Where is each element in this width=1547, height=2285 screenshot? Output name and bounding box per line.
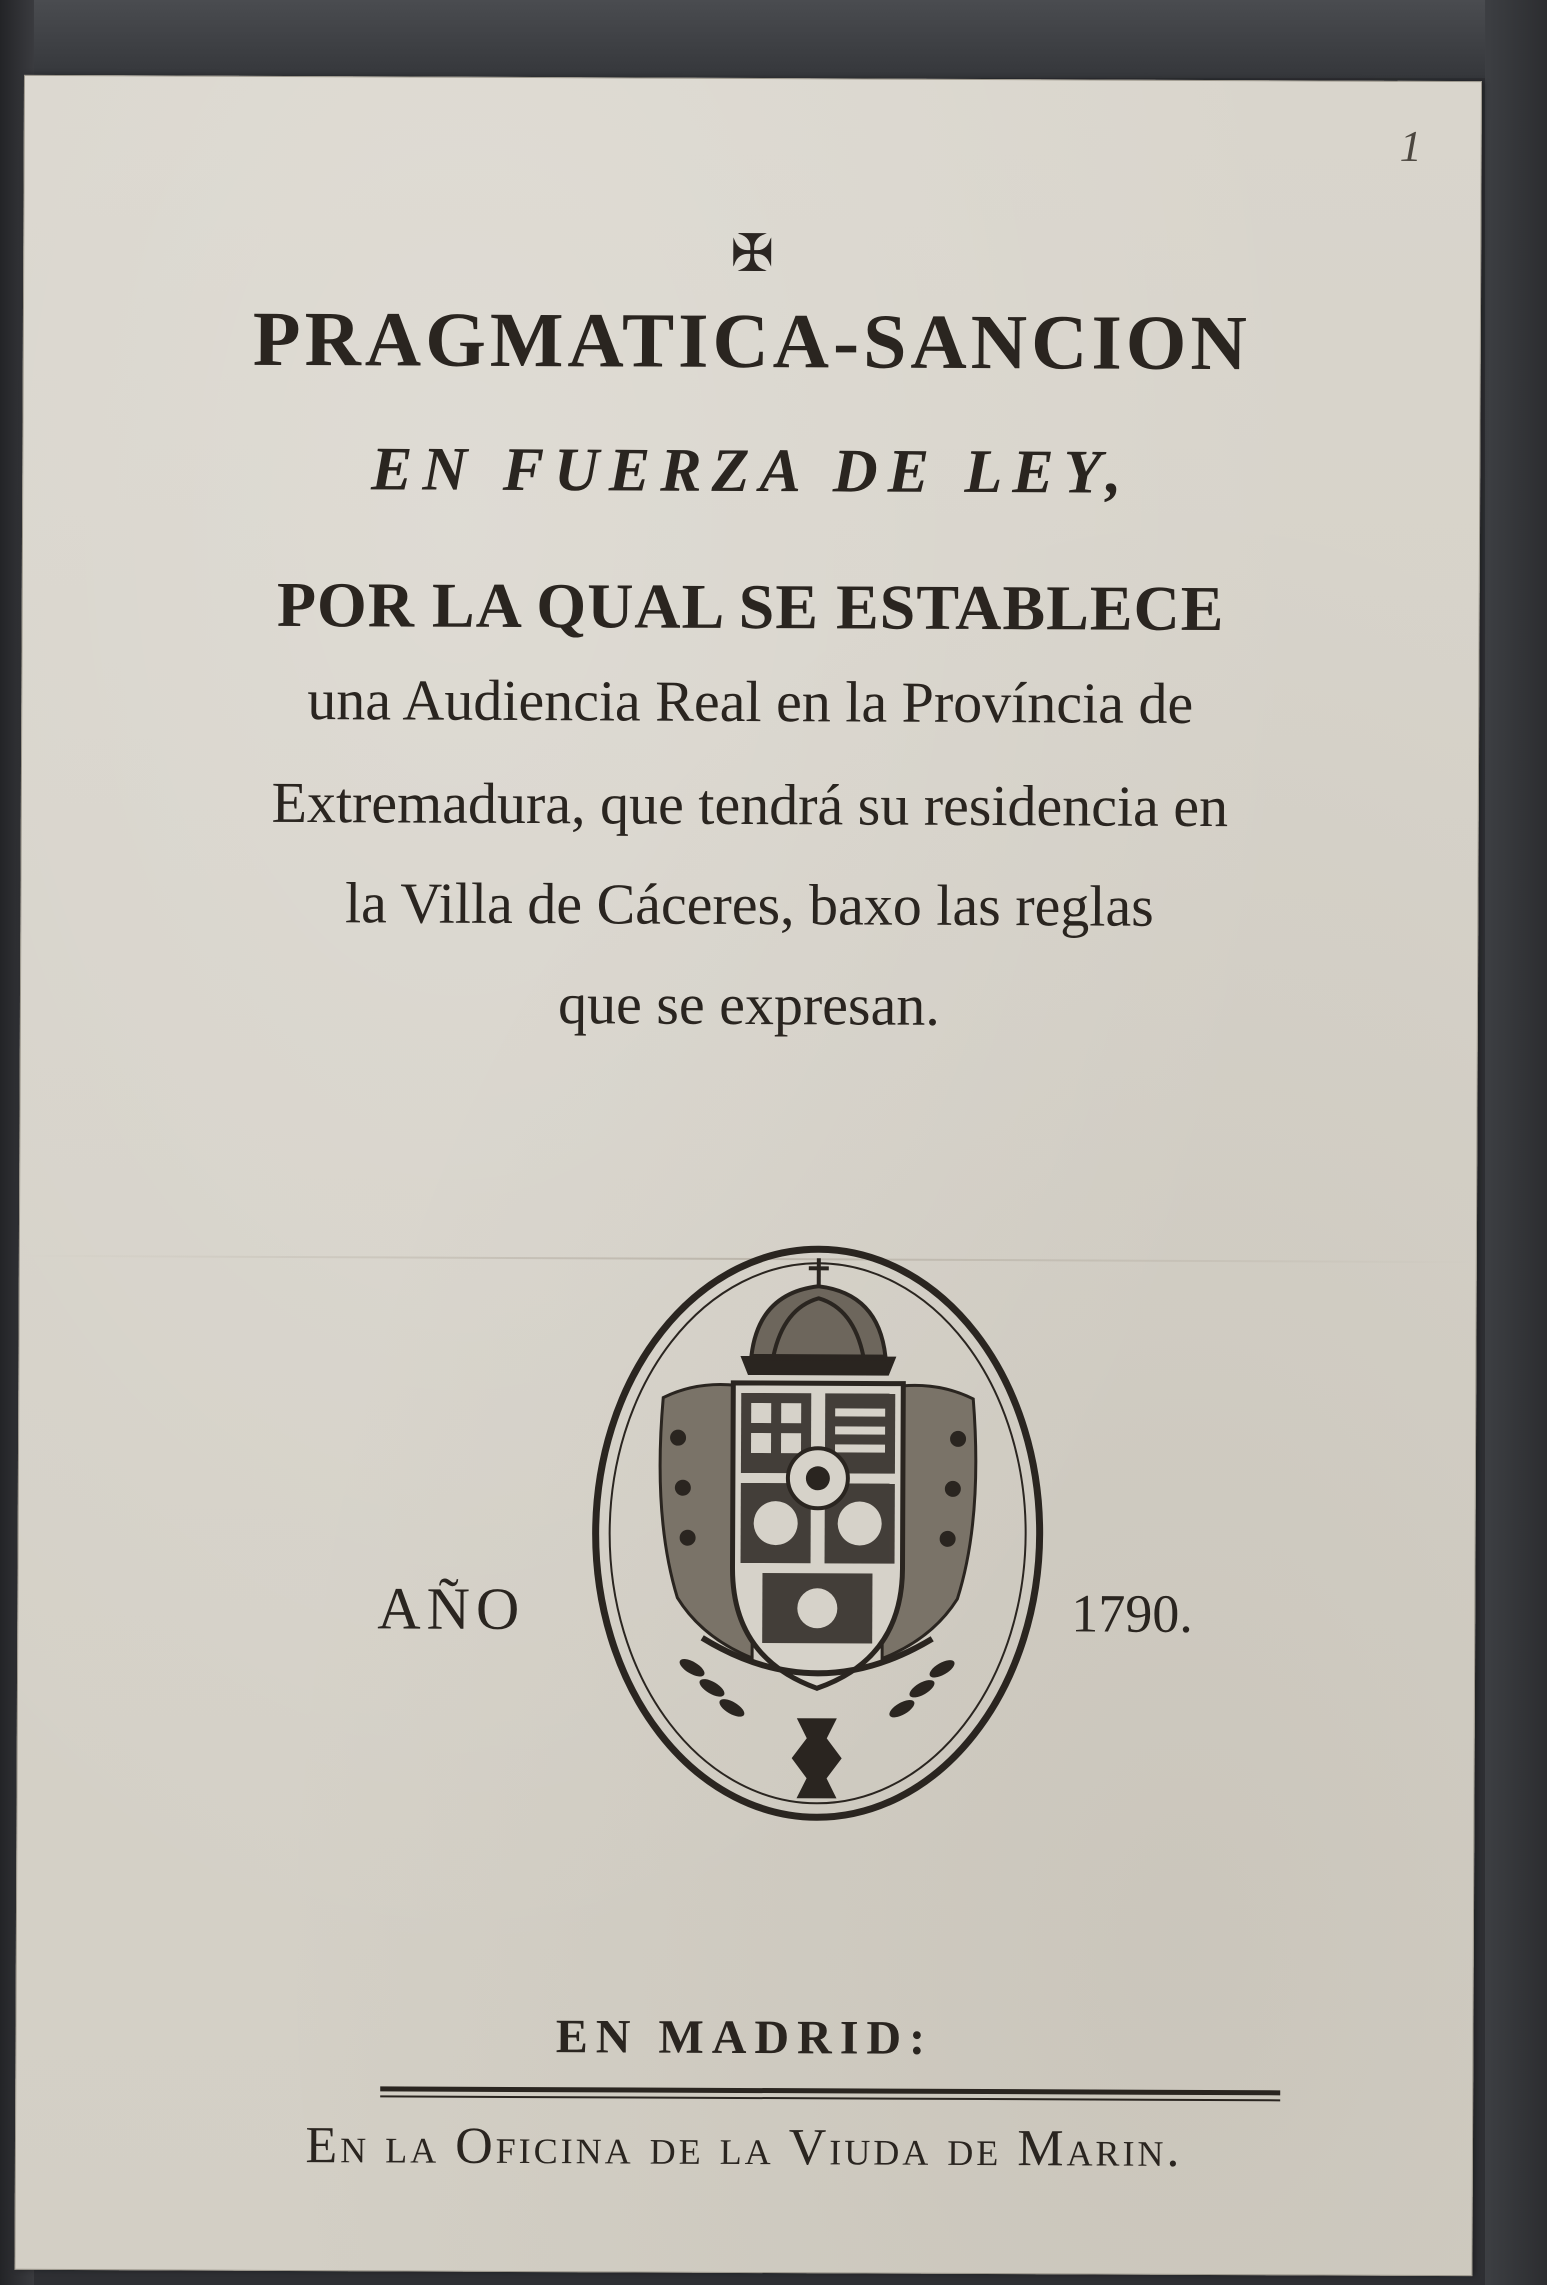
body-line: Extremadura, que tendrá su residencia en	[271, 769, 1229, 840]
body-line: la Villa de Cáceres, baxo las reglas	[344, 870, 1154, 939]
document-page	[14, 75, 1482, 2276]
royal-coat-of-arms-seal-icon	[581, 1237, 1054, 1829]
double-rule-divider	[380, 2086, 1280, 2102]
page-number: 1	[1399, 121, 1422, 171]
body-line: una Audiencia Real en la Província de	[307, 667, 1194, 736]
document-subtitle: EN FUERZA DE LEY,	[370, 435, 1132, 507]
scan-backdrop-right	[1485, 0, 1547, 2285]
body-line: que se expresan.	[557, 971, 940, 1038]
year-label: AÑO	[377, 1575, 526, 1643]
imprint-place: EN MADRID:	[555, 2010, 934, 2065]
scan-backdrop-top	[0, 0, 1547, 78]
year-value: 1790.	[1071, 1583, 1193, 1644]
imprint-printer: En la Oficina de la Viuda de Marin.	[305, 2117, 1183, 2178]
document-title: PRAGMATICA-SANCION	[252, 294, 1251, 387]
cross-ornament-icon: ✠	[730, 223, 775, 285]
document-heading: POR LA QUAL SE ESTABLECE	[276, 568, 1225, 645]
